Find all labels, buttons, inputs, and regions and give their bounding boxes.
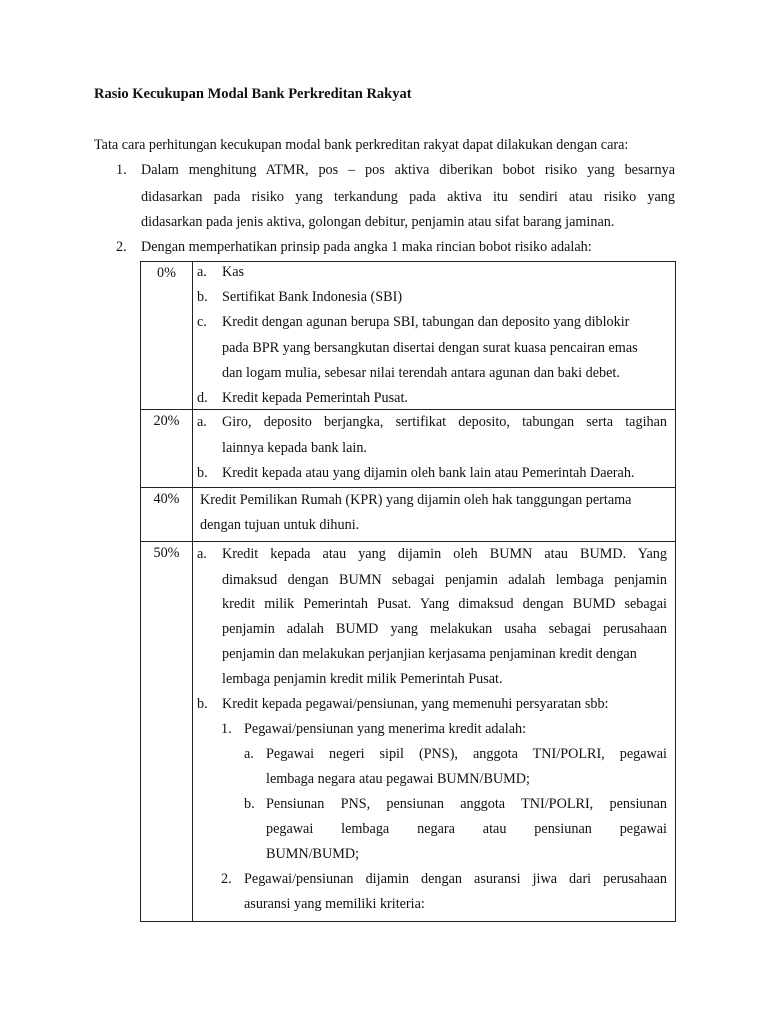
item-text: Pegawai negeri sipil (PNS), anggota TNI/POLRI, pegawai [266, 746, 667, 762]
item-text: Kredit kepada pegawai/pensiunan, yang memenuhi persyaratan sbb: [222, 696, 609, 712]
item-label: b. [197, 696, 208, 712]
item-text: penjamin dan melakukan perjanjian kerjasama penjaminan kredit dengan [222, 646, 637, 662]
table-row [141, 262, 676, 410]
risk-description-cell [193, 542, 676, 922]
item-label: b. [197, 289, 208, 305]
item-text: Pensiunan PNS, pensiunan anggota TNI/POLRI, pensiunan [266, 796, 667, 812]
item-text: dimaksud dengan BUMN sebagai penjamin adalah lembaga penjamin [222, 572, 667, 588]
item-label: a. [244, 746, 254, 762]
item-text: lembaga negara atau pegawai BUMN/BUMD; [266, 771, 530, 787]
item-text: pada BPR yang bersangkutan disertai dengan surat kuasa pencairan emas [222, 340, 638, 356]
item-text: kredit milik Pemerintah Pusat. Yang dimaksud dengan BUMD sebagai [222, 596, 667, 612]
page-title: Rasio Kecukupan Modal Bank Perkreditan Rakyat [94, 86, 412, 102]
list-item-line: Dengan memperhatikan prinsip pada angka 1 maka rincian bobot risiko adalah: [141, 239, 592, 255]
item-text: asuransi yang memiliki kriteria: [244, 896, 425, 912]
list-number: 2. [116, 239, 127, 255]
risk-description-cell [193, 410, 676, 488]
item-text: Kredit Pemilikan Rumah (KPR) yang dijamin oleh hak tanggungan pertama [200, 492, 632, 508]
risk-description-cell [193, 262, 676, 410]
item-label: b. [244, 796, 255, 812]
item-label: 2. [221, 871, 232, 887]
list-item-line: didasarkan pada jenis aktiva, golongan debitur, penjamin atau sifat barang jaminan. [141, 214, 615, 230]
list-number: 1. [116, 162, 127, 178]
item-text: Kredit kepada atau yang dijamin oleh BUMN atau BUMD. Yang [222, 546, 667, 562]
item-label: c. [197, 314, 207, 330]
item-text: dengan tujuan untuk dihuni. [200, 517, 360, 533]
item-text: Sertifikat Bank Indonesia (SBI) [222, 289, 403, 305]
risk-weight-cell: 40% [141, 488, 193, 542]
risk-weight-table [140, 261, 676, 922]
item-text: Kredit dengan agunan berupa SBI, tabungan dan deposito yang diblokir [222, 314, 630, 330]
item-label: a. [197, 546, 207, 562]
list-item-line: didasarkan pada risiko yang terkandung pada aktiva itu sendiri atau risiko yang [141, 189, 675, 205]
item-text: Kas [222, 264, 245, 280]
item-text: Giro, deposito berjangka, sertifikat deposito, tabungan serta tagihan [222, 414, 667, 430]
item-text: Pegawai/pensiunan yang menerima kredit adalah: [244, 721, 527, 737]
item-label: b. [197, 465, 208, 481]
item-text: lainnya kepada bank lain. [222, 440, 367, 456]
item-label: 1. [221, 721, 232, 737]
risk-weight-cell: 50% [141, 542, 193, 922]
item-text: Kredit kepada Pemerintah Pusat. [222, 390, 408, 406]
risk-weight-cell: 0% [141, 262, 193, 410]
table-row [141, 410, 676, 488]
item-label: a. [197, 264, 207, 280]
item-text: pegawai lembaga negara atau pensiunan pegawai [266, 821, 667, 837]
intro-paragraph: Tata cara perhitungan kecukupan modal bank perkreditan rakyat dapat dilakukan dengan cara: [94, 137, 629, 153]
item-label: d. [197, 390, 208, 406]
item-text: BUMN/BUMD; [266, 846, 360, 862]
table-row [141, 542, 676, 922]
item-text: penjamin adalah BUMD yang melakukan usaha sebagai perusahaan [222, 621, 667, 637]
risk-description-cell [193, 488, 676, 542]
item-text: lembaga penjamin kredit milik Pemerintah Pusat. [222, 671, 503, 687]
table-row [141, 488, 676, 542]
item-text: Pegawai/pensiunan dijamin dengan asuransi jiwa dari perusahaan [244, 871, 667, 887]
risk-weight-cell: 20% [141, 410, 193, 488]
item-label: a. [197, 414, 207, 430]
item-text: Kredit kepada atau yang dijamin oleh bank lain atau Pemerintah Daerah. [222, 465, 635, 481]
item-text: dan logam mulia, sebesar nilai terendah antara agunan dan baki debet. [222, 365, 620, 381]
list-item-line: Dalam menghitung ATMR, pos – pos aktiva diberikan bobot risiko yang besarnya [141, 162, 675, 178]
